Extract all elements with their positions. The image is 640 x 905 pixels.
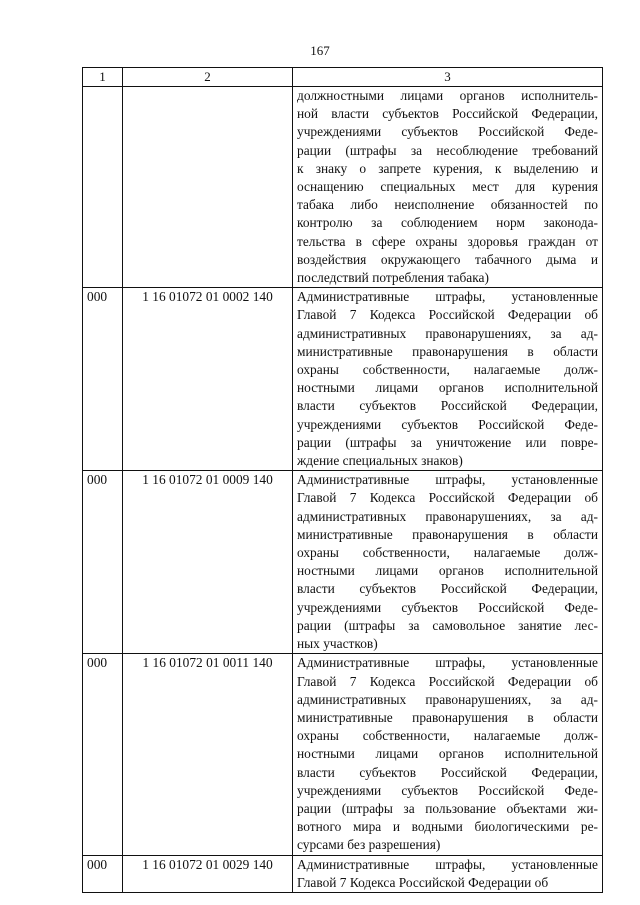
description-line: учреждениями субъектов Российской Феде- — [297, 782, 598, 798]
description-line: должностными лицами органов исполнитель- — [297, 88, 598, 103]
budget-code-cell: 1 16 01072 01 0011 140 — [123, 654, 293, 855]
table-row — [83, 471, 603, 654]
description-line: тельства в сфере охраны здоровья граждан от — [297, 233, 598, 249]
admin-code-cell: 000 — [83, 471, 123, 654]
description-line: Главой 7 Кодекса Российской Федерации об — [297, 307, 598, 323]
table-row — [83, 654, 603, 855]
description-line: Главой 7 Кодекса Российской Федерации об — [297, 673, 598, 689]
description-line: Главой 7 Кодекса Российской Федерации об — [297, 490, 598, 506]
table-row — [83, 288, 603, 471]
description-line: Административные штрафы, установленные — [297, 655, 598, 671]
description-line: ностными лицами органов исполнительной — [297, 380, 598, 396]
description-line: к знаку о запрете курения, к выделению и — [297, 160, 598, 176]
budget-code-cell — [123, 87, 293, 288]
description-line: табака либо неисполнение обязанностей по — [297, 197, 598, 213]
budget-code-cell: 1 16 01072 01 0009 140 — [123, 471, 293, 654]
description-line: Административные штрафы, установленные — [297, 289, 598, 305]
header-cell-2: 2 — [123, 68, 293, 87]
description-line: министративные правонарушения в области — [297, 526, 598, 542]
budget-codes-table — [82, 67, 603, 893]
description-line: рации (штрафы за уничтожение или повре- — [297, 434, 598, 450]
description-line: ной власти субъектов Российской Федерации, — [297, 106, 598, 122]
description-line: рации (штрафы за пользование объектами жи- — [297, 800, 598, 816]
table-header-row — [83, 68, 603, 87]
description-line: ностными лицами органов исполнительной — [297, 563, 598, 579]
budget-code-cell: 1 16 01072 01 0002 140 — [123, 288, 293, 471]
description-line: последствий потребления табака) — [297, 270, 489, 286]
header-cell-3: 3 — [293, 68, 603, 87]
description-line: административных правонарушениях, за ад- — [297, 508, 598, 524]
description-line: учреждениями субъектов Российской Феде- — [297, 124, 598, 140]
admin-code-cell — [83, 87, 123, 288]
admin-code-cell: 000 — [83, 654, 123, 855]
description-line: ных участков) — [297, 636, 378, 652]
description-line: охраны собственности, налагаемые долж- — [297, 545, 598, 561]
description-line: сурсами без разрешения) — [297, 837, 441, 853]
description-line: вотного мира и водными биологическими ре- — [297, 819, 598, 835]
description-cell — [293, 855, 603, 892]
description-line: рации (штрафы за самовольное занятие лес- — [297, 617, 598, 633]
table-row — [83, 855, 603, 892]
description-line: министративные правонарушения в области — [297, 343, 598, 359]
description-line: контролю за соблюдением норм законода- — [297, 215, 598, 231]
page-number: 167 — [310, 43, 330, 58]
description-line: рации (штрафы за несоблюдение требований — [297, 142, 598, 158]
header-cell-1: 1 — [83, 68, 123, 87]
admin-code-cell: 000 — [83, 288, 123, 471]
description-line: административных правонарушениях, за ад- — [297, 691, 598, 707]
description-line: Административные штрафы, установленные — [297, 472, 598, 488]
description-line: охраны собственности, налагаемые долж- — [297, 362, 598, 378]
description-cell — [293, 471, 603, 654]
description-line: воздействия окружающего табачного дыма и — [297, 251, 598, 267]
admin-code-cell: 000 — [83, 855, 123, 892]
description-line: учреждениями субъектов Российской Феде- — [297, 599, 598, 615]
budget-code-cell: 1 16 01072 01 0029 140 — [123, 855, 293, 892]
description-line: охраны собственности, налагаемые долж- — [297, 728, 598, 744]
description-line: оснащению специальных мест для курения — [297, 179, 598, 195]
description-cell — [293, 87, 603, 288]
description-line: власти субъектов Российской Федерации, — [297, 581, 598, 597]
description-cell — [293, 654, 603, 855]
description-line: учреждениями субъектов Российской Феде- — [297, 416, 598, 432]
description-line: Административные штрафы, установленные — [297, 856, 598, 872]
description-line: власти субъектов Российской Федерации, — [297, 398, 598, 414]
description-cell — [293, 288, 603, 471]
description-line: ждение специальных знаков) — [297, 453, 463, 469]
description-line: власти субъектов Российской Федерации, — [297, 764, 598, 780]
description-line: ностными лицами органов исполнительной — [297, 746, 598, 762]
description-line: Главой 7 Кодекса Российской Федерации об — [297, 874, 549, 890]
table-row — [83, 87, 603, 288]
description-line: министративные правонарушения в области — [297, 709, 598, 725]
description-line: административных правонарушениях, за ад- — [297, 325, 598, 341]
